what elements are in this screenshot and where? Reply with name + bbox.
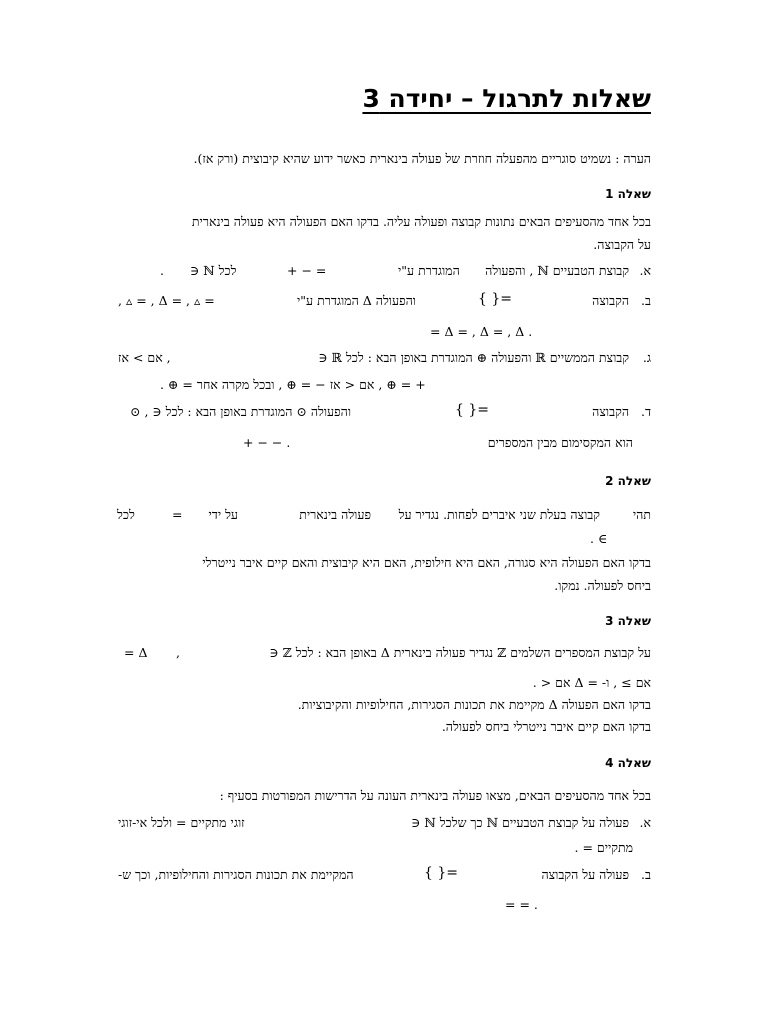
q4-item-b-text-2: המקיימת את תכונות הסגירות והחילופיות, וכך ש- [118,867,354,882]
q2-line-2: בדקו האם הפעולה היא סגורה, האם היא חילופית, האם היא קיבוצית והאם קיים איבר נייטרלי [202,555,651,570]
q2-line-1-by: על ידי [208,507,238,522]
question-4-heading: שאלה 4 [605,756,651,770]
q3-line-1-comma: , [176,645,180,660]
q4-item-a-label: א. [639,815,651,830]
q1-item-d [592,404,651,420]
q1-item-b-line-2: . Δ = , Δ = , Δ = [430,324,533,339]
q1-item-d-line-2-formula: + − − . [243,435,291,450]
q1-item-b-text-2: והפעולה Δ המוגדרת ע"י [297,293,417,308]
question-1-heading: שאלה 1 [605,187,651,201]
q4-item-b-text: פעולה על הקבוצה [541,867,630,882]
q1-item-a-end: . [160,263,164,278]
q4-item-a-line-2: מתקיים = . [574,840,633,855]
q1-item-b [592,293,651,309]
q2-line-1-forall: לכל [117,507,135,522]
q1-item-c-line-2: + = ⊕ , אם < אז − = ⊕ , ובכל מקרה אחר = ⊕ . [160,377,426,392]
q4-item-a-text-2: זוגי מתקיים = ולכל אי-זוגי [118,815,245,830]
q2-let: תהי [632,507,651,522]
q2-line-1-op: פעולה בינארית [299,507,371,522]
q2-line-1-text: קבוצה בעלת שני איברים לפחות. נגדיר על [398,507,600,522]
q1-item-b-set: { }= [478,291,512,307]
q1-item-b-formula: = ▵ , = Δ , = ▵ , [118,293,215,308]
q1-item-c-text: קבוצת הממשיים ℝ והפעולה ⊕ המוגדרת באופן הבא : לכל ℝ ∈ [318,350,630,365]
q1-item-a-forall: לכל ℕ ∈ [190,263,237,278]
q2-line-3: ביחס לפעולה. נמקו. [554,578,651,593]
q1-intro-line-2: על הקבוצה. [593,237,651,252]
q1-item-d-text-2: והפעולה ⊙ המוגדרת באופן הבא : לכל ∈ , ⊙ [130,404,352,419]
q4-item-a-text: פעולה על קבוצת הטבעיים ℕ כך שלכל ℕ ∈ [411,815,630,830]
q1-item-c [318,350,651,366]
q1-item-a-label: א. [639,263,651,278]
q1-item-a-text: קבוצת הטבעיים ℕ , והפעולה [485,263,630,278]
page-title: שאלות לתרגול – יחידה 3 [362,84,651,113]
q3-line-3: בדקו האם הפעולה Δ מקיימת את תכונות הסגירות, החילופיות והקיבוציות. [297,697,651,712]
q1-item-a-formula: + − = [287,263,327,278]
q4-item-b [541,867,651,883]
q1-item-d-line-2: הוא המקסימום מבין המספרים [487,435,633,450]
q1-item-c-label: ג. [642,350,651,365]
q1-item-c-formula: , אם > אז [118,350,171,365]
q1-item-d-set: { }= [455,402,489,418]
q1-item-a-text-2: המוגדרת ע"י [398,263,460,278]
q1-item-a [485,263,651,279]
q3-line-4: בדקו האם קיים איבר נייטרלי ביחס לפעולה. [441,719,651,734]
q3-line-1: על קבוצת המספרים השלמים ℤ נגדיר פעולה בינארית Δ באופן הבא : לכל ℤ ∈ [269,645,651,660]
q4-item-b-line-2: . = = [505,897,538,912]
question-2-heading: שאלה 2 [605,474,651,488]
q2-line-1-in: . ∈ [590,531,608,546]
q2-line-1-eq: = [172,507,183,522]
q1-item-d-label: ד. [641,404,651,419]
q1-item-b-text: הקבוצה [592,293,630,308]
q1-intro-line-1: בכל אחד מהסעיפים הבאים נתונות קבוצה ופעולה עליה. בדקו האם הפעולה היא פעולה בינארית [191,214,651,229]
q3-line-1-formula: Δ = [124,645,148,660]
q4-intro: בכל אחד מהסעיפים הבאים, מצאו פעולה בינארית העונה על הדרישות המפורטות בסעיף : [219,788,651,803]
q3-line-2: אם ≥ , ו- = Δ אם < . [532,675,651,690]
question-3-heading: שאלה 3 [605,614,651,628]
q4-item-a [411,815,651,831]
q1-item-b-label: ב. [641,293,651,308]
note-text: הערה : נשמיט סוגריים מהפעלה חוזרת של פעולה בינארית כאשר ידוע שהיא קיבוצית (ורק אז). [193,151,651,166]
q4-item-b-set: { }= [424,865,458,881]
q4-item-b-label: ב. [641,867,651,882]
q1-item-d-text: הקבוצה [592,404,630,419]
